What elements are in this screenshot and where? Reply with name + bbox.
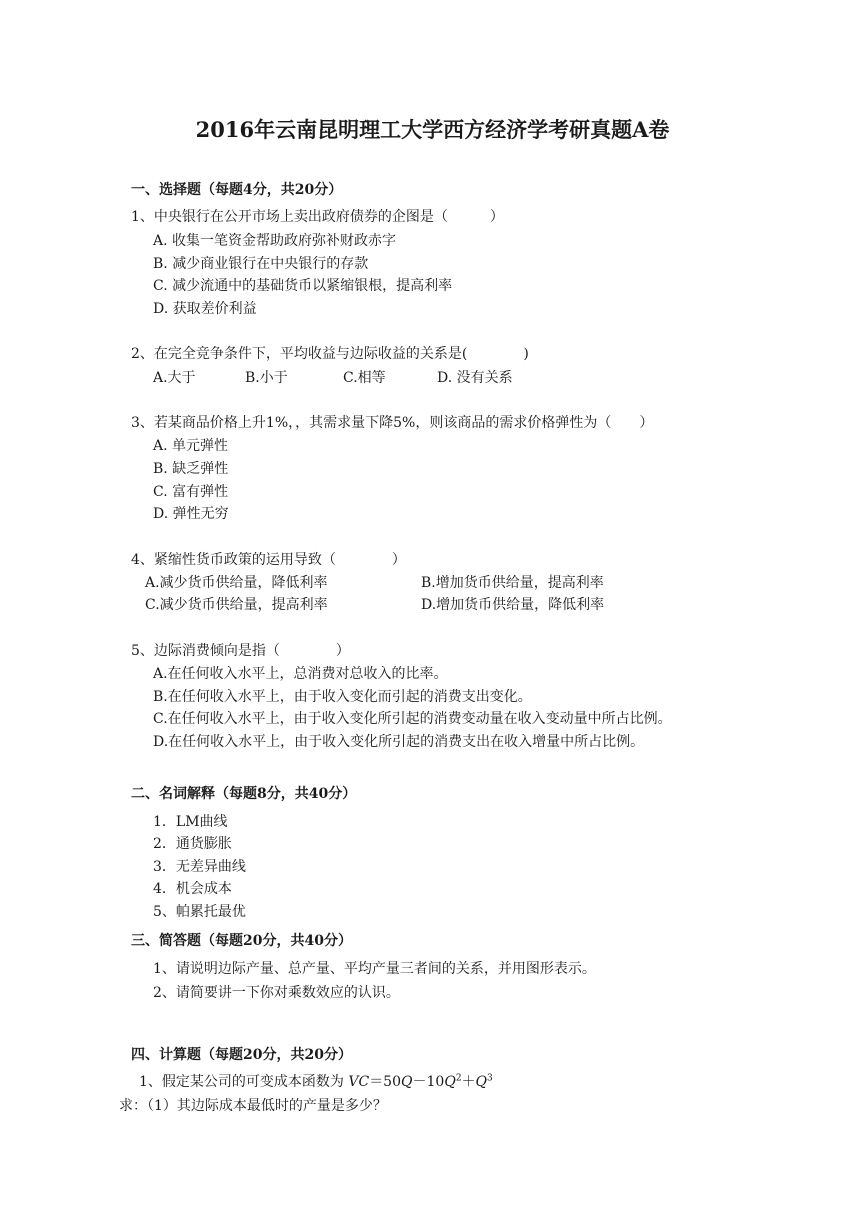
question-1-option-b: B. 减少商业银行在中央银行的存款 <box>153 256 369 272</box>
question-4-option-d: D.增加货币供给量，降低利率 <box>421 597 605 613</box>
term-item: 2．通货膨胀 <box>153 836 232 852</box>
question-5-option-c: C.在任何收入水平上，由于收入变化所引起的消费变动量在收入变动量中所占比例。 <box>153 711 672 727</box>
short-answer-item: 2、请简要讲一下你对乘数效应的认识。 <box>153 985 400 1001</box>
question-4-option-b: B.增加货币供给量，提高利率 <box>421 575 604 591</box>
short-answer-item: 1、请说明边际产量、总产量、平均产量三者间的关系，并用图形表示。 <box>153 961 596 977</box>
question-1-stem: 1、中央银行在公开市场上卖出政府债券的企图是（ ） <box>131 209 504 225</box>
term-item: 4．机会成本 <box>153 881 232 897</box>
question-5-stem: 5、边际消费倾向是指（ ） <box>131 643 350 659</box>
question-4-stem: 4、紧缩性货币政策的运用导致（ ） <box>131 552 406 568</box>
question-3-option-c: C. 富有弹性 <box>153 484 229 500</box>
question-3-stem: 3、若某商品价格上升1%，，其需求量下降5%，则该商品的需求价格弹性为（ ） <box>131 415 654 431</box>
question-2-option-b: B.小于 <box>245 370 288 386</box>
question-5-option-a: A.在任何收入水平上，总消费对总收入的比率。 <box>153 666 448 682</box>
question-2-option-d: D. 没有关系 <box>437 370 513 386</box>
question-3-option-b: B. 缺乏弹性 <box>153 461 229 477</box>
question-1-option-d: D. 获取差价利益 <box>153 301 257 317</box>
calculation-question-1-text: 1、假定某公司的可变成本函数为 <box>139 1074 349 1090</box>
calculation-question-1 <box>139 1073 493 1091</box>
term-item: 5、帕累托最优 <box>153 904 246 920</box>
page-title: 2016年云南昆明理工大学西方经济学考研真题A卷 <box>195 117 670 142</box>
term-item: 1．LM曲线 <box>153 814 228 830</box>
question-5-option-b: B.在任何收入水平上，由于收入变化而引起的消费支出变化。 <box>153 689 532 705</box>
question-3-option-a: A. 单元弹性 <box>153 438 229 454</box>
question-3-option-d: D. 弹性无穷 <box>153 506 229 522</box>
question-5-option-d: D.在任何收入水平上，由于收入变化所引起的消费支出在收入增量中所占比例。 <box>153 734 645 750</box>
calculation-sub-question-1: 求：（1）其边际成本最低时的产量是多少？ <box>119 1098 387 1114</box>
term-item: 3．无差异曲线 <box>153 859 246 875</box>
question-2-stem: 2、在完全竞争条件下，平均收益与边际收益的关系是( ) <box>131 346 529 362</box>
cost-formula: $VC=50Q-10Q^2+Q^3$ <box>348 1073 493 1090</box>
question-1-option-a: A. 收集一笔资金帮助政府弥补财政赤字 <box>153 233 397 249</box>
question-4-option-a: A.减少货币供给量，降低利率 <box>145 575 328 591</box>
section-heading-choice: 一、选择题（每题4分，共20分） <box>131 182 343 198</box>
section-heading-short-answer: 三、简答题（每题20分，共40分） <box>131 933 352 949</box>
question-2-option-c: C.相等 <box>343 370 386 386</box>
question-1-option-c: C. 减少流通中的基础货币以紧缩银根，提高利率 <box>153 278 453 294</box>
question-2-option-a: A.大于 <box>153 370 196 386</box>
section-heading-terms: 二、名词解释（每题8分，共40分） <box>131 786 357 802</box>
section-heading-calculation: 四、计算题（每题20分，共20分） <box>131 1047 352 1063</box>
question-4-option-c: C.减少货币供给量，提高利率 <box>145 597 328 613</box>
